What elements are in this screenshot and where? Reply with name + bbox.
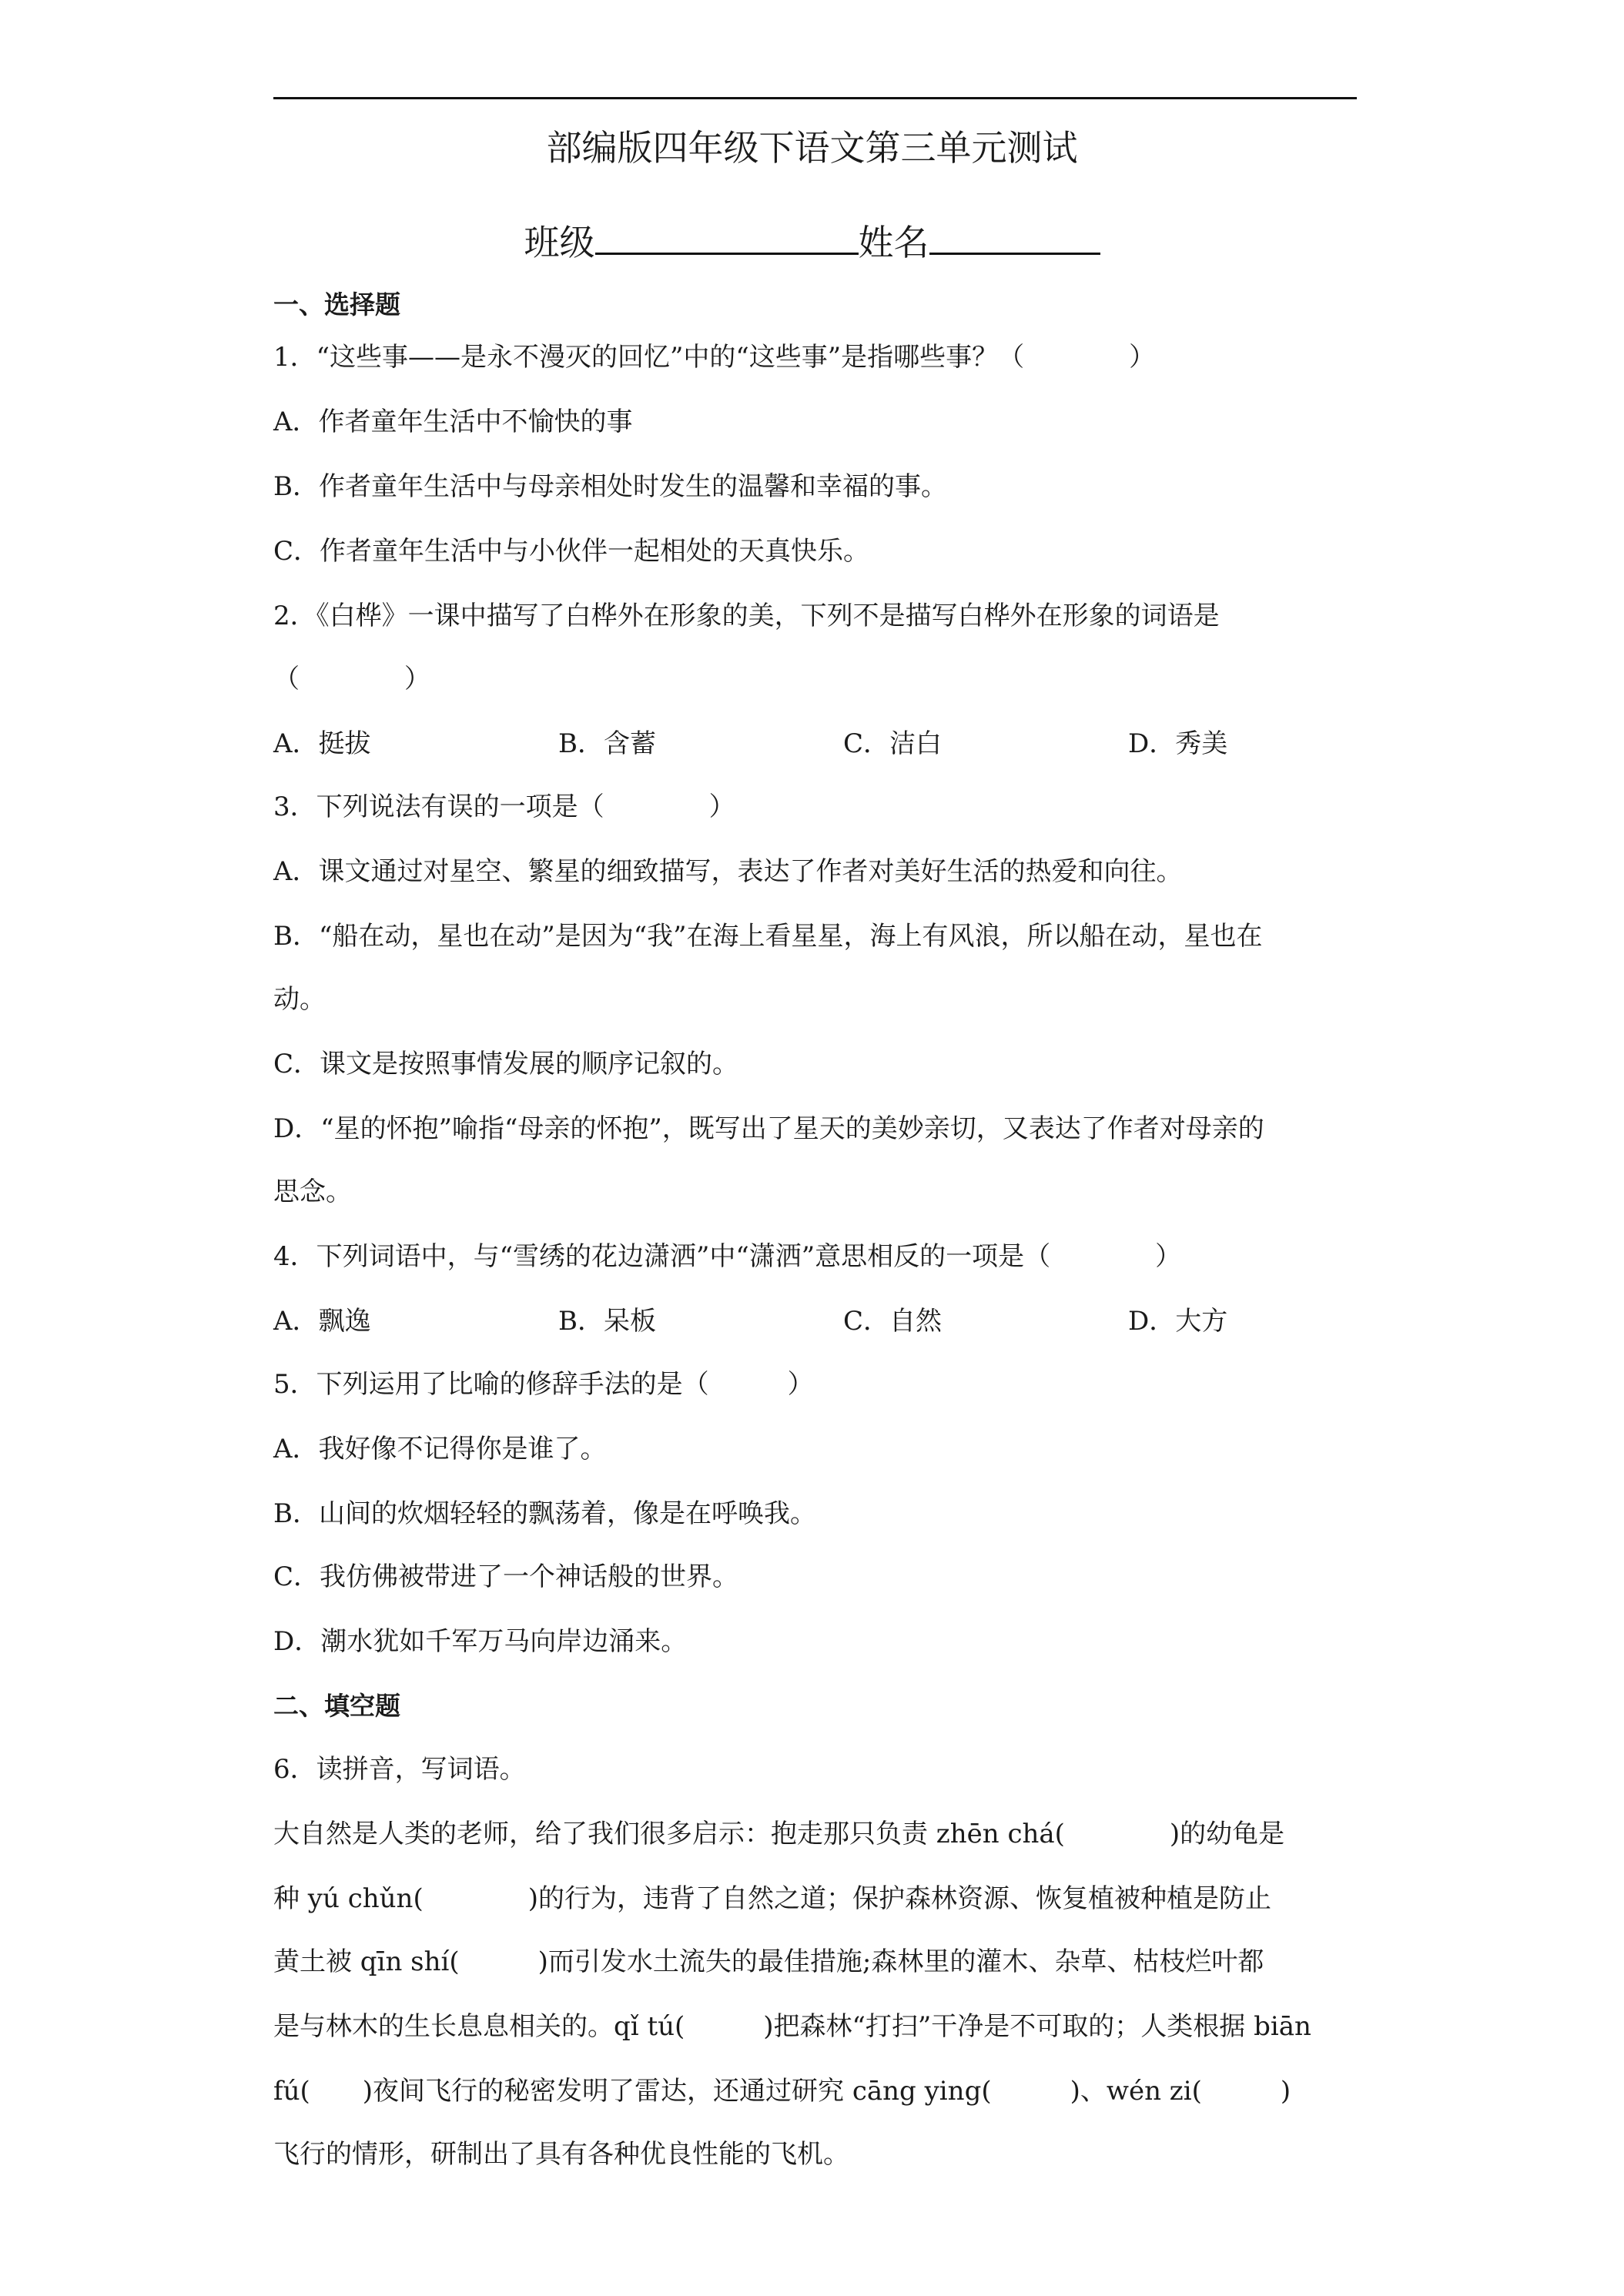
q6-passage-line-2[interactable]: 种 yú chǔn( )的行为，违背了自然之道；保护森林资源、恢复植被种植是防止: [273, 1883, 1271, 1914]
q2-option-d[interactable]: D．秀美: [1128, 728, 1228, 759]
q3-option-d[interactable]: D．“星的怀抱”喻指“母亲的怀抱”，既写出了星天的美妙亲切，又表达了作者对母亲的: [273, 1113, 1264, 1144]
q4-stem: 4．下列词语中，与“雪绣的花边潇洒”中“潇洒”意思相反的一项是（ ）: [273, 1241, 1182, 1272]
q2-stem-cont: （ ）: [273, 664, 430, 694]
q5-option-d[interactable]: D．潮水犹如千军万马向岸边涌来。: [273, 1626, 688, 1657]
section-heading-fill: 二、填空题: [273, 1691, 400, 1721]
name-blank[interactable]: [929, 216, 1100, 255]
q3-stem: 3．下列说法有误的一项是（ ）: [273, 792, 735, 822]
page-title: 部编版四年级下语文第三单元测试: [546, 127, 1078, 169]
q6-passage-line-6: 飞行的情形，研制出了具有各种优良性能的飞机。: [273, 2139, 849, 2170]
q3-option-b-cont: 动。: [273, 984, 326, 1015]
q6-stem: 6．读拼音，写词语。: [273, 1754, 526, 1785]
q5-option-a[interactable]: A．我好像不记得你是谁了。: [273, 1434, 607, 1464]
q3-option-d-cont: 思念。: [273, 1176, 352, 1207]
q2-stem: 2．《白桦》一课中描写了白桦外在形象的美，下列不是描写白桦外在形象的词语是: [273, 601, 1220, 631]
q3-option-b[interactable]: B．“船在动，星也在动”是因为“我”在海上看星星，海上有风浪，所以船在动，星也在: [273, 921, 1263, 952]
q1-option-c[interactable]: C．作者童年生活中与小伙伴一起相处的天真快乐。: [273, 536, 870, 567]
q5-option-c[interactable]: C．我仿佛被带进了一个神话般的世界。: [273, 1561, 739, 1592]
q6-passage-line-4[interactable]: 是与林木的生长息息相关的。qǐ tú( )把森林“打扫”干净是不可取的；人类根据 biān: [273, 2011, 1311, 2042]
q3-option-a[interactable]: A．课文通过对星空、繁星的细致描写，表达了作者对美好生活的热爱和向往。: [273, 856, 1183, 887]
q4-option-a[interactable]: A．飘逸: [273, 1306, 371, 1337]
q2-option-b[interactable]: B．含蓄: [558, 728, 656, 759]
q4-option-c[interactable]: C．自然: [843, 1306, 943, 1337]
q2-option-a[interactable]: A．挺拔: [273, 728, 371, 759]
q1-option-b[interactable]: B．作者童年生活中与母亲相处时发生的温馨和幸福的事。: [273, 471, 947, 502]
q2-option-c[interactable]: C．洁白: [843, 728, 943, 759]
q1-option-a[interactable]: A．作者童年生活中不愉快的事: [273, 407, 633, 437]
q4-option-b[interactable]: B．呆板: [558, 1306, 656, 1337]
class-label: 班级: [524, 222, 595, 263]
q6-passage-line-1[interactable]: 大自然是人类的老师，给了我们很多启示：抱走那只负责 zhēn chá( )的幼龟是: [273, 1819, 1285, 1849]
class-blank[interactable]: [595, 216, 859, 255]
header-rule: [273, 97, 1357, 99]
name-class-fields: [0, 216, 1624, 267]
q4-option-d[interactable]: D．大方: [1128, 1306, 1228, 1337]
section-heading-choice: 一、选择题: [273, 290, 400, 320]
q6-passage-line-5[interactable]: fú( )夜间飞行的秘密发明了雷达，还通过研究 cāng ying( )、wén zi( ): [273, 2076, 1291, 2107]
q1-stem: 1．“这些事——是永不漫灭的回忆”中的“这些事”是指哪些事？（ ）: [273, 342, 1156, 373]
q3-option-c[interactable]: C．课文是按照事情发展的顺序记叙的。: [273, 1049, 739, 1079]
q6-passage-line-3[interactable]: 黄土被 qīn shí( )而引发水土流失的最佳措施;森林里的灌木、杂草、枯枝烂叶都: [273, 1946, 1264, 1977]
name-label: 姓名: [858, 222, 929, 263]
q5-option-b[interactable]: B．山间的炊烟轻轻的飘荡着，像是在呼唤我。: [273, 1498, 816, 1529]
q5-stem: 5．下列运用了比喻的修辞手法的是（ ）: [273, 1369, 814, 1400]
